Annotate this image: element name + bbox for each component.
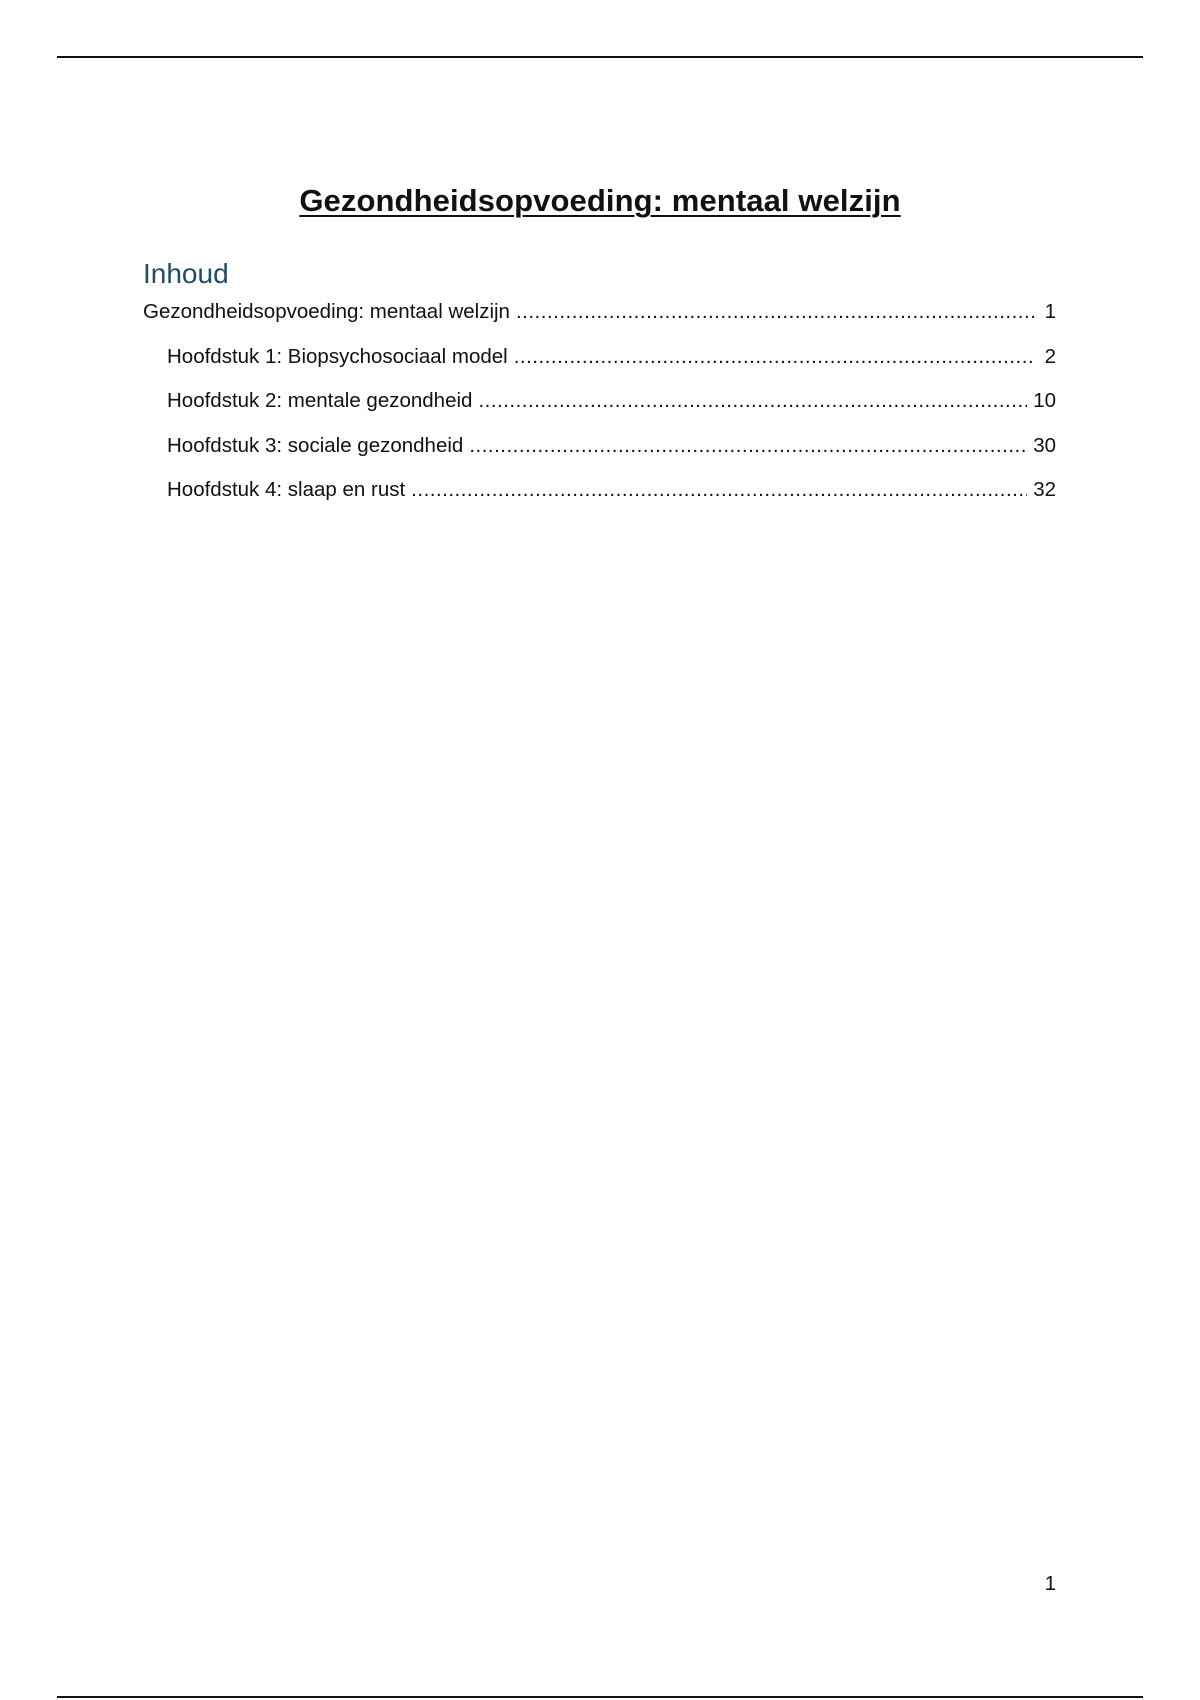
- toc-entry-label: Hoofdstuk 2: mentale gezondheid: [167, 389, 473, 412]
- toc-dot-leader: [469, 430, 1027, 462]
- toc-entry-label: Hoofdstuk 3: sociale gezondheid: [167, 433, 464, 457]
- toc-entry-chapter-2[interactable]: [143, 385, 1056, 430]
- toc-entry-chapter-3[interactable]: [143, 430, 1056, 475]
- toc-entry-page: 32: [1033, 478, 1056, 501]
- toc-entry-label: Hoofdstuk 4: slaap en rust: [167, 478, 406, 501]
- document-title: Gezondheidsopvoeding: mentaal welzijn: [299, 183, 901, 218]
- toc-entry-page: 10: [1033, 389, 1056, 412]
- toc-dot-leader: [516, 296, 1036, 328]
- page-number: 1: [1044, 1572, 1056, 1595]
- toc-entry-page: 2: [1044, 344, 1056, 368]
- toc-entry-chapter-4[interactable]: [143, 474, 1056, 519]
- toc-dot-leader: [411, 474, 1027, 506]
- toc-entry-page: 1: [1044, 300, 1056, 323]
- footer-rule: [57, 1696, 1143, 1698]
- toc-entry-chapter-1[interactable]: [143, 341, 1056, 386]
- toc-entry-label: Hoofdstuk 1: Biopsychosociaal model: [167, 344, 508, 368]
- header-rule: [57, 56, 1143, 58]
- toc-heading: Inhoud: [143, 258, 229, 289]
- toc-entry-label: Gezondheidsopvoeding: mentaal welzijn: [143, 300, 510, 323]
- toc-entry-title[interactable]: [143, 296, 1056, 341]
- toc-entry-page: 30: [1033, 433, 1056, 457]
- toc-dot-leader: [478, 385, 1027, 417]
- toc-dot-leader: [514, 341, 1036, 373]
- table-of-contents: [143, 296, 1056, 519]
